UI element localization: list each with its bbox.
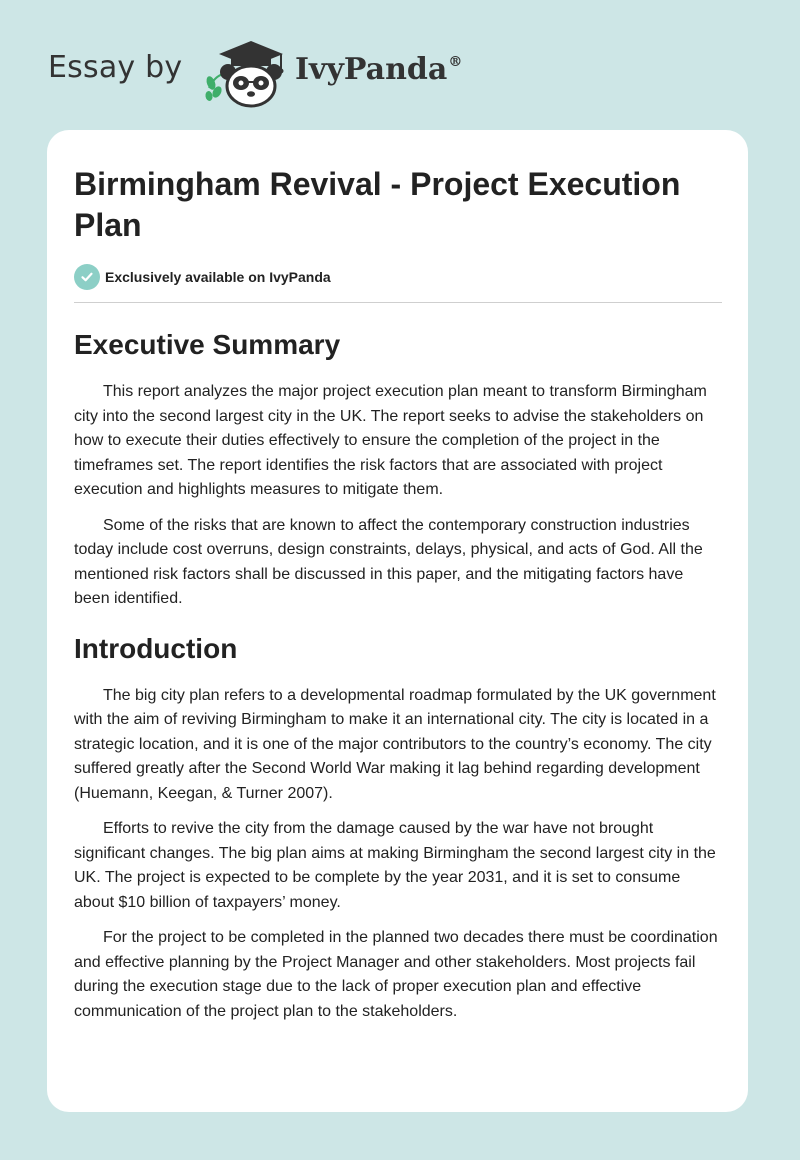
section-heading: Executive Summary [74,329,341,360]
registered-mark: ® [448,54,463,70]
section-heading: Introduction [74,632,238,664]
section-introduction [74,632,721,1025]
panda-graduate-logo-icon[interactable] [201,36,291,108]
exclusive-badge [74,264,721,290]
paragraph: For the project to be completed in the planned two decades there must be coordination and effective planning by the Project Manager and other stakeholders. Most projects fail during the execution stage due to the lack of proper execution plan and effective communication of the project plan to the stakeholders. [74,929,718,1020]
section-executive-summary [74,328,721,612]
brand-name[interactable]: IvyPanda® [295,52,463,87]
divider [74,302,722,303]
essay-by-label: Essay by [48,50,183,85]
site-header [48,30,548,110]
paragraph: The big city plan refers to a developmental roadmap formulated by the UK government with the aim of reviving Birmingham to make it an international city. The city is located in a strategic location, and it is one of the major contributors to the country’s economy. The city suffered greatly after the Second World War making it lag behind regarding development (Huemann, Keegan, & Turner 2007). [74,686,716,802]
document-card [47,130,748,1112]
exclusive-label: Exclusively available on IvyPanda [105,269,331,285]
paragraph: This report analyzes the major project execution plan meant to transform Birmingham city into the second largest city in the UK. The report seeks to advise the stakeholders on how to execute their duties effectively to ensure the completion of the project in the timeframes set. The report identifies the risk factors that are associated with project execution and highlights measures to mitigate them. [74,383,707,498]
page-title: Birmingham Revival - Project Execution Plan [74,166,681,243]
check-icon [74,264,100,290]
paragraph: Efforts to revive the city from the damage caused by the war have not brought significant changes. The big plan aims at making Birmingham the second largest city in the UK. The project is expected to be complete by the year 2031, and it is set to consume about $10 billion of taxpayers’ money. [74,820,716,911]
paragraph: Some of the risks that are known to affect the contemporary construction industries today include cost overruns, design constraints, delays, physical, and acts of God. All the mentioned risk factors shall be discussed in this paper, and the mitigating factors have been identified. [74,516,703,607]
